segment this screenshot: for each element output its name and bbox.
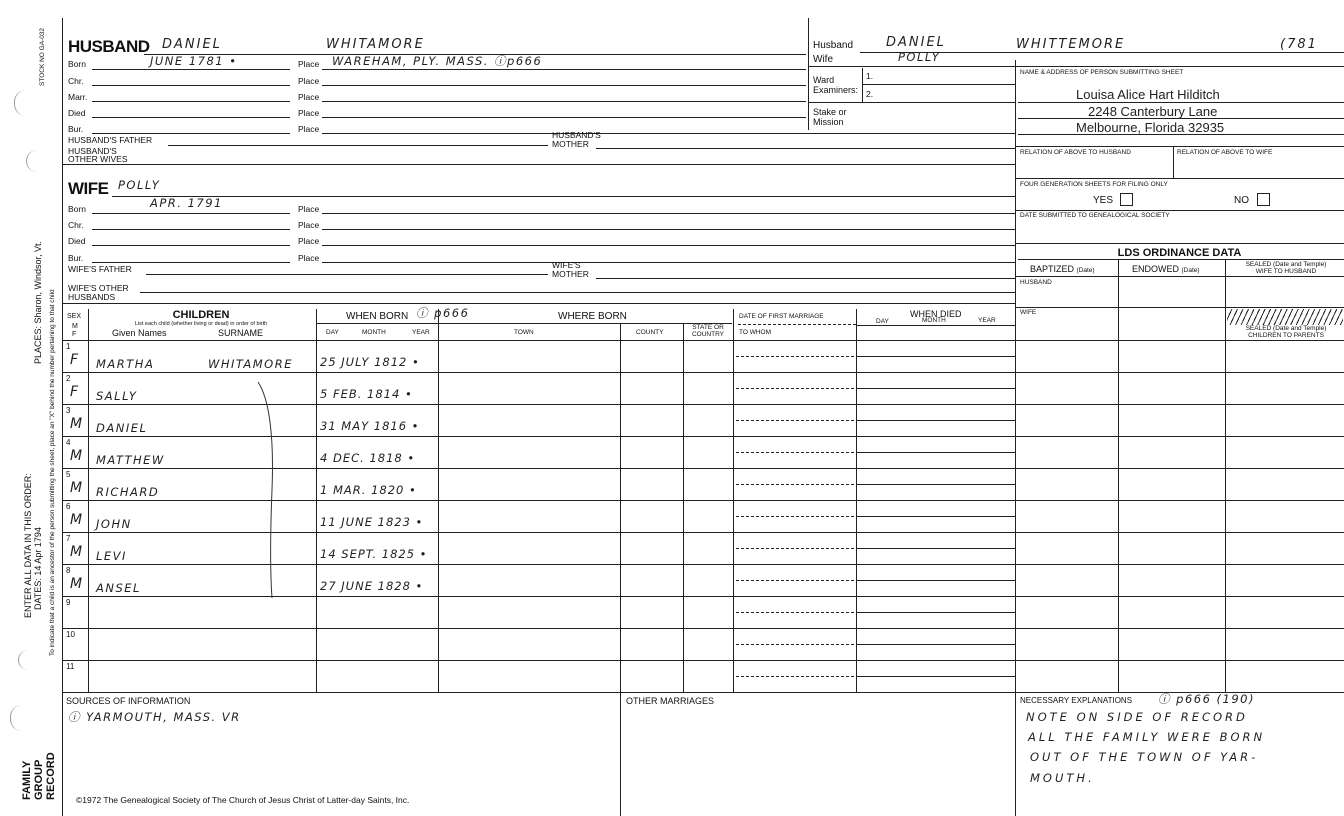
lds-sealed-wife-2: WIFE TO HUSBAND xyxy=(1255,268,1317,275)
mid-divider xyxy=(808,18,809,130)
child-sex: M xyxy=(70,480,85,496)
wife-other-husbands-line xyxy=(140,292,1015,293)
sex-m: M xyxy=(72,323,78,330)
marriage-dash xyxy=(736,676,854,677)
no-checkbox[interactable] xyxy=(1257,193,1270,206)
wife-died-label: Died xyxy=(68,236,86,246)
died-month-header: MONTH xyxy=(922,317,946,324)
child-birth-date: 31 MAY 1816 • xyxy=(320,419,420,433)
husband-other-wives-2: OTHER WIVES xyxy=(68,154,128,164)
child-given-name: JOHN xyxy=(96,517,132,531)
chr-place-label: Place xyxy=(298,76,320,86)
child-number: 3 xyxy=(66,406,71,415)
wife-chr-place-label: Place xyxy=(298,220,320,230)
wife-father-label: WIFE'S FATHER xyxy=(68,264,132,274)
submitter-street: 2248 Canterbury Lane xyxy=(1088,104,1218,119)
child-given-name: DANIEL xyxy=(96,421,148,435)
marriage-dash xyxy=(736,516,854,517)
husband-mother-label-1: HUSBAND'S xyxy=(552,130,601,140)
child-birth-date: 1 MAR. 1820 • xyxy=(320,483,417,497)
child-number: 5 xyxy=(66,470,71,479)
wife-name: POLLY xyxy=(118,178,161,192)
marr-date-line xyxy=(92,101,290,102)
lds-title: LDS ORDINANCE DATA xyxy=(1117,247,1242,259)
panel-husband-last: WHITTEMORE xyxy=(1016,37,1126,52)
wife-died-date-line xyxy=(92,245,290,246)
husband-marr-label: Marr. xyxy=(68,92,88,102)
died-place-line xyxy=(322,117,806,118)
died-header-line xyxy=(856,325,1015,326)
child-sex: M xyxy=(70,544,85,560)
baptized-date-label: (Date) xyxy=(1076,267,1095,274)
lds-wife-label: WIFE xyxy=(1020,309,1037,316)
state-header-2: COUNTRY xyxy=(691,331,725,338)
panel-top-right-line xyxy=(1015,66,1344,67)
wife-bur-place-line xyxy=(322,262,1015,263)
husband-other-wives-1: HUSBAND'S xyxy=(68,146,117,156)
child-sex: M xyxy=(70,448,85,464)
yes-checkbox[interactable] xyxy=(1120,193,1133,206)
explanation-line-3: OUT OF THE TOWN OF YAR- xyxy=(1030,750,1259,764)
child-given-name: ANSEL xyxy=(96,581,141,595)
wife-bur-date-line xyxy=(92,262,290,263)
first-marriage-header: DATE OF FIRST MARRIAGE xyxy=(739,313,824,320)
child-row-line xyxy=(62,660,1344,661)
wife-other-husbands-2: HUSBANDS xyxy=(68,292,116,302)
husband-bur-label: Bur. xyxy=(68,124,84,134)
died-line xyxy=(856,644,1015,645)
county-header: COUNTY xyxy=(636,329,664,336)
wife-born-place-label: Place xyxy=(298,204,320,214)
born-month-header: MONTH xyxy=(362,329,386,336)
panel-husband-label: Husband xyxy=(813,40,854,51)
marriage-dash xyxy=(736,612,854,613)
wife-born-date-line xyxy=(92,213,290,214)
wife-born-place-line xyxy=(322,213,1015,214)
panel-wife-label: Wife xyxy=(813,54,833,65)
yes-label: YES xyxy=(1093,195,1114,206)
examiner-mid-line xyxy=(862,84,1015,85)
form-title-group: GROUP xyxy=(33,759,45,800)
child-birth-date: 27 JUNE 1828 • xyxy=(320,579,424,593)
copyright: ©1972 The Genealogical Society of The Church of Jesus Christ of Latter-day Saints, Inc. xyxy=(76,795,410,805)
died-date-line xyxy=(92,117,290,118)
died-line xyxy=(856,676,1015,677)
chr-date-line xyxy=(92,85,290,86)
bur-place-line xyxy=(322,133,1015,134)
bracket-mark xyxy=(240,380,280,600)
born-date-line xyxy=(92,69,290,70)
child-birth-date: 11 JUNE 1823 • xyxy=(320,515,424,529)
lds-husband-label: HUSBAND xyxy=(1020,279,1052,286)
submitter-label: NAME & ADDRESS OF PERSON SUBMITTING SHEET xyxy=(1020,69,1184,76)
wife-chr-place-line xyxy=(322,229,1015,230)
husband-died-label: Died xyxy=(68,108,86,118)
town-header: TOWN xyxy=(514,329,534,336)
child-given-name: SALLY xyxy=(96,389,138,403)
lds-sealed-children-2: CHILDREN TO PARENTS xyxy=(1248,332,1324,339)
right-panel-divider xyxy=(1015,60,1016,816)
child-given-name: MARTHA xyxy=(96,357,155,371)
lds-sealed-children-1: SEALED (Date and Temple) xyxy=(1228,326,1344,333)
wife-header: WIFE xyxy=(68,179,109,198)
marr-place-line xyxy=(322,101,806,102)
side-dates: DATES: 14 Apr 1794 xyxy=(33,527,43,610)
explanation-line-4: MOUTH. xyxy=(1030,771,1095,785)
children-list-note: List each child (whether living or dead) in order of birth xyxy=(134,321,268,327)
ward-divider xyxy=(862,68,863,102)
to-whom-header: TO WHOM xyxy=(739,329,772,336)
stake-label-2: Mission xyxy=(813,117,844,127)
explanation-line-1: NOTE ON SIDE OF RECORD xyxy=(1026,710,1248,724)
died-line xyxy=(856,516,1015,517)
died-line xyxy=(856,420,1015,421)
col-county xyxy=(620,323,621,692)
husband-last-name: WHITAMORE xyxy=(326,37,425,52)
died-line xyxy=(856,356,1015,357)
child-birth-date: 4 DEC. 1818 • xyxy=(320,451,416,465)
footer-divider xyxy=(620,692,621,816)
child-number: 11 xyxy=(66,662,75,671)
examiner-bottom-line xyxy=(808,102,1015,103)
husband-section-bottom xyxy=(62,164,1015,165)
four-gen-bottom-line xyxy=(1015,210,1344,211)
born-day-header: DAY xyxy=(326,329,339,336)
wife-section-bottom xyxy=(62,303,1015,304)
died-line xyxy=(856,580,1015,581)
wife-other-husbands-1: WIFE'S OTHER xyxy=(68,283,129,293)
wife-chr-label: Chr. xyxy=(68,220,84,230)
child-number: 4 xyxy=(66,438,71,447)
wife-mother-label-1: WIFE'S xyxy=(552,260,581,270)
chr-place-line xyxy=(322,85,806,86)
endowed-date-label: (Date) xyxy=(1181,267,1200,274)
died-day-header: DAY xyxy=(876,318,889,325)
date-submitted-bottom-line xyxy=(1015,243,1344,244)
state-header-1: STATE OR xyxy=(692,324,724,331)
footer-top-line xyxy=(62,692,1344,693)
child-sex: M xyxy=(70,416,85,432)
relation-divider xyxy=(1173,146,1174,178)
given-names-header: Given Names xyxy=(112,328,167,338)
side-places: PLACES: Sharon, Windsor, Vt. xyxy=(33,240,43,364)
wife-mother-label-2: MOTHER xyxy=(552,269,589,279)
children-header-bottom xyxy=(62,340,1344,341)
panel-husband-first: DANIEL xyxy=(886,35,946,50)
punch-hole-mark xyxy=(26,150,37,172)
first-marriage-dash xyxy=(738,324,856,325)
lds-sealed-wife-1: SEALED (Date and Temple) xyxy=(1245,261,1327,268)
submitter-line-2 xyxy=(1018,118,1344,119)
wife-mother-line xyxy=(596,278,1015,279)
husband-first-name: DANIEL xyxy=(162,37,222,52)
husband-born-label: Born xyxy=(68,59,86,69)
relation-husband-label: RELATION OF ABOVE TO HUSBAND xyxy=(1020,149,1131,156)
lds-husband-line xyxy=(1015,307,1344,308)
other-marriages-label: OTHER MARRIAGES xyxy=(626,696,715,706)
surname-header: SURNAME xyxy=(218,328,264,338)
panel-wife-line xyxy=(808,66,1015,67)
child-sex: M xyxy=(70,576,85,592)
lds-endowed xyxy=(1132,265,1200,275)
wife-died-place-label: Place xyxy=(298,236,320,246)
hatched-box xyxy=(1227,309,1343,325)
child-birth-date: 5 FEB. 1814 • xyxy=(320,387,413,401)
marriage-dash xyxy=(736,356,854,357)
bur-date-line xyxy=(92,133,290,134)
wife-died-place-line xyxy=(322,245,1015,246)
child-sex: F xyxy=(70,384,81,400)
submitter-line-1 xyxy=(1018,102,1344,103)
relation-wife-label: RELATION OF ABOVE TO WIFE xyxy=(1177,149,1273,156)
examiner-1: 1. xyxy=(866,71,874,81)
wife-chr-date-line xyxy=(92,229,290,230)
marriage-dash xyxy=(736,484,854,485)
wife-bur-place-label: Place xyxy=(298,253,320,263)
child-birth-date: 14 SEPT. 1825 • xyxy=(320,547,428,561)
child-number: 2 xyxy=(66,374,71,383)
explanations-label xyxy=(1020,697,1132,705)
husband-born-place: WAREHAM, PLY. MASS. ⓘp666 xyxy=(332,54,543,68)
when-born-divider xyxy=(316,323,438,324)
no-label: NO xyxy=(1234,195,1249,206)
stock-number: STOCK NO GA-032 xyxy=(39,27,46,86)
form-title-family: FAMILY xyxy=(21,760,33,800)
submitter-name: Louisa Alice Hart Hilditch xyxy=(1076,87,1220,102)
child-given-name: LEVI xyxy=(96,549,127,563)
died-line xyxy=(856,612,1015,613)
examiner-2: 2. xyxy=(866,89,874,99)
stake-label-1: Stake or xyxy=(813,107,847,117)
died-year-header: YEAR xyxy=(978,317,996,324)
marriage-dash xyxy=(736,548,854,549)
child-number: 8 xyxy=(66,566,71,575)
marriage-dash xyxy=(736,644,854,645)
child-sex: F xyxy=(70,352,81,368)
where-born-divider xyxy=(438,323,732,324)
when-born-header: WHEN BORN xyxy=(346,311,409,322)
col-state xyxy=(683,323,684,692)
form-title-record: RECORD xyxy=(45,752,57,800)
child-row-line xyxy=(62,628,1344,629)
husband-mother-line xyxy=(596,148,1015,149)
born-year-header: YEAR xyxy=(412,329,430,336)
examiners-label: Examiners: xyxy=(813,85,859,95)
punch-hole-mark xyxy=(18,650,29,670)
submitter-city: Melbourne, Florida 32935 xyxy=(1076,120,1225,135)
child-given-name: MATTHEW xyxy=(96,453,165,467)
marr-place-label: Place xyxy=(298,92,320,102)
wife-bur-label: Bur. xyxy=(68,253,84,263)
child-number: 6 xyxy=(66,502,71,511)
died-line xyxy=(856,548,1015,549)
wife-name-line xyxy=(112,196,1015,197)
date-submitted-label: DATE SUBMITTED TO GENEALOGICAL SOCIETY xyxy=(1020,212,1170,219)
baptized-label: BAPTIZED xyxy=(1030,264,1075,274)
child-surname: WHITAMORE xyxy=(208,357,293,371)
husband-mother-label-2: MOTHER xyxy=(552,139,589,149)
died-line xyxy=(856,484,1015,485)
husband-father-label: HUSBAND'S FATHER xyxy=(68,135,153,145)
child-number: 1 xyxy=(66,342,71,351)
husband-father-line xyxy=(168,145,548,146)
child-number: 9 xyxy=(66,598,71,607)
where-born-header: WHERE BORN xyxy=(558,311,627,322)
side-enter-order: ENTER ALL DATA IN THIS ORDER: xyxy=(23,473,33,618)
child-number: 10 xyxy=(66,630,75,639)
child-given-name: RICHARD xyxy=(96,485,160,499)
wife-born-date: APR. 1791 xyxy=(150,196,223,210)
died-line xyxy=(856,452,1015,453)
endowed-label: ENDOWED xyxy=(1132,264,1179,274)
explanations-label-text: NECESSARY EXPLANATIONS xyxy=(1020,696,1133,705)
when-died-header: WHEN DIED xyxy=(910,309,962,319)
died-place-label: Place xyxy=(298,108,320,118)
panel-wife-name: POLLY xyxy=(898,50,941,64)
marriage-dash xyxy=(736,420,854,421)
wife-father-line xyxy=(146,274,548,275)
explanations-ref: ⓘ p666 (190) xyxy=(1158,692,1255,706)
child-birth-date: 25 JULY 1812 • xyxy=(320,355,420,369)
lds-header-line xyxy=(1015,276,1344,277)
husband-chr-label: Chr. xyxy=(68,76,84,86)
explanation-line-2: ALL THE FAMILY WERE BORN xyxy=(1028,730,1266,744)
lds-baptized xyxy=(1030,265,1095,275)
side-instruction: To indicate that a child is an ancestor of the person submitting the sheet, place an "X" behind the number pertaining to that child xyxy=(49,289,56,656)
children-header: CHILDREN xyxy=(172,309,230,321)
ward-label: Ward xyxy=(813,75,835,85)
left-frame-line xyxy=(62,18,63,816)
when-born-note: ⓘ p666 xyxy=(416,306,470,320)
wife-born-label: Born xyxy=(68,204,86,214)
sex-header: SEX xyxy=(67,313,82,320)
died-line xyxy=(856,388,1015,389)
sex-f: F xyxy=(72,331,77,338)
sources-value: ⓘ YARMOUTH, MASS. VR xyxy=(68,710,241,724)
panel-husband-year: (781 xyxy=(1280,37,1318,52)
relation-bottom-line xyxy=(1015,178,1344,179)
husband-born-date: JUNE 1781 • xyxy=(150,54,238,68)
husband-header: HUSBAND xyxy=(68,37,150,56)
marriage-dash xyxy=(736,580,854,581)
child-sex: M xyxy=(70,512,85,528)
child-number: 7 xyxy=(66,534,71,543)
relation-top-line xyxy=(1015,146,1344,147)
punch-hole-mark xyxy=(14,90,27,116)
four-gen-label: FOUR GENERATION SHEETS FOR FILING ONLY xyxy=(1020,181,1168,188)
submitter-line-3 xyxy=(1018,134,1344,135)
born-place-line xyxy=(322,69,806,70)
punch-hole-mark xyxy=(10,705,23,731)
lds-title-line xyxy=(1018,259,1344,260)
bur-place-label: Place xyxy=(298,124,320,134)
child-row-line xyxy=(62,372,1344,373)
marriage-dash xyxy=(736,388,854,389)
sources-label: SOURCES OF INFORMATION xyxy=(66,696,191,706)
husband-born-place-label: Place xyxy=(298,59,320,69)
marriage-dash xyxy=(736,452,854,453)
